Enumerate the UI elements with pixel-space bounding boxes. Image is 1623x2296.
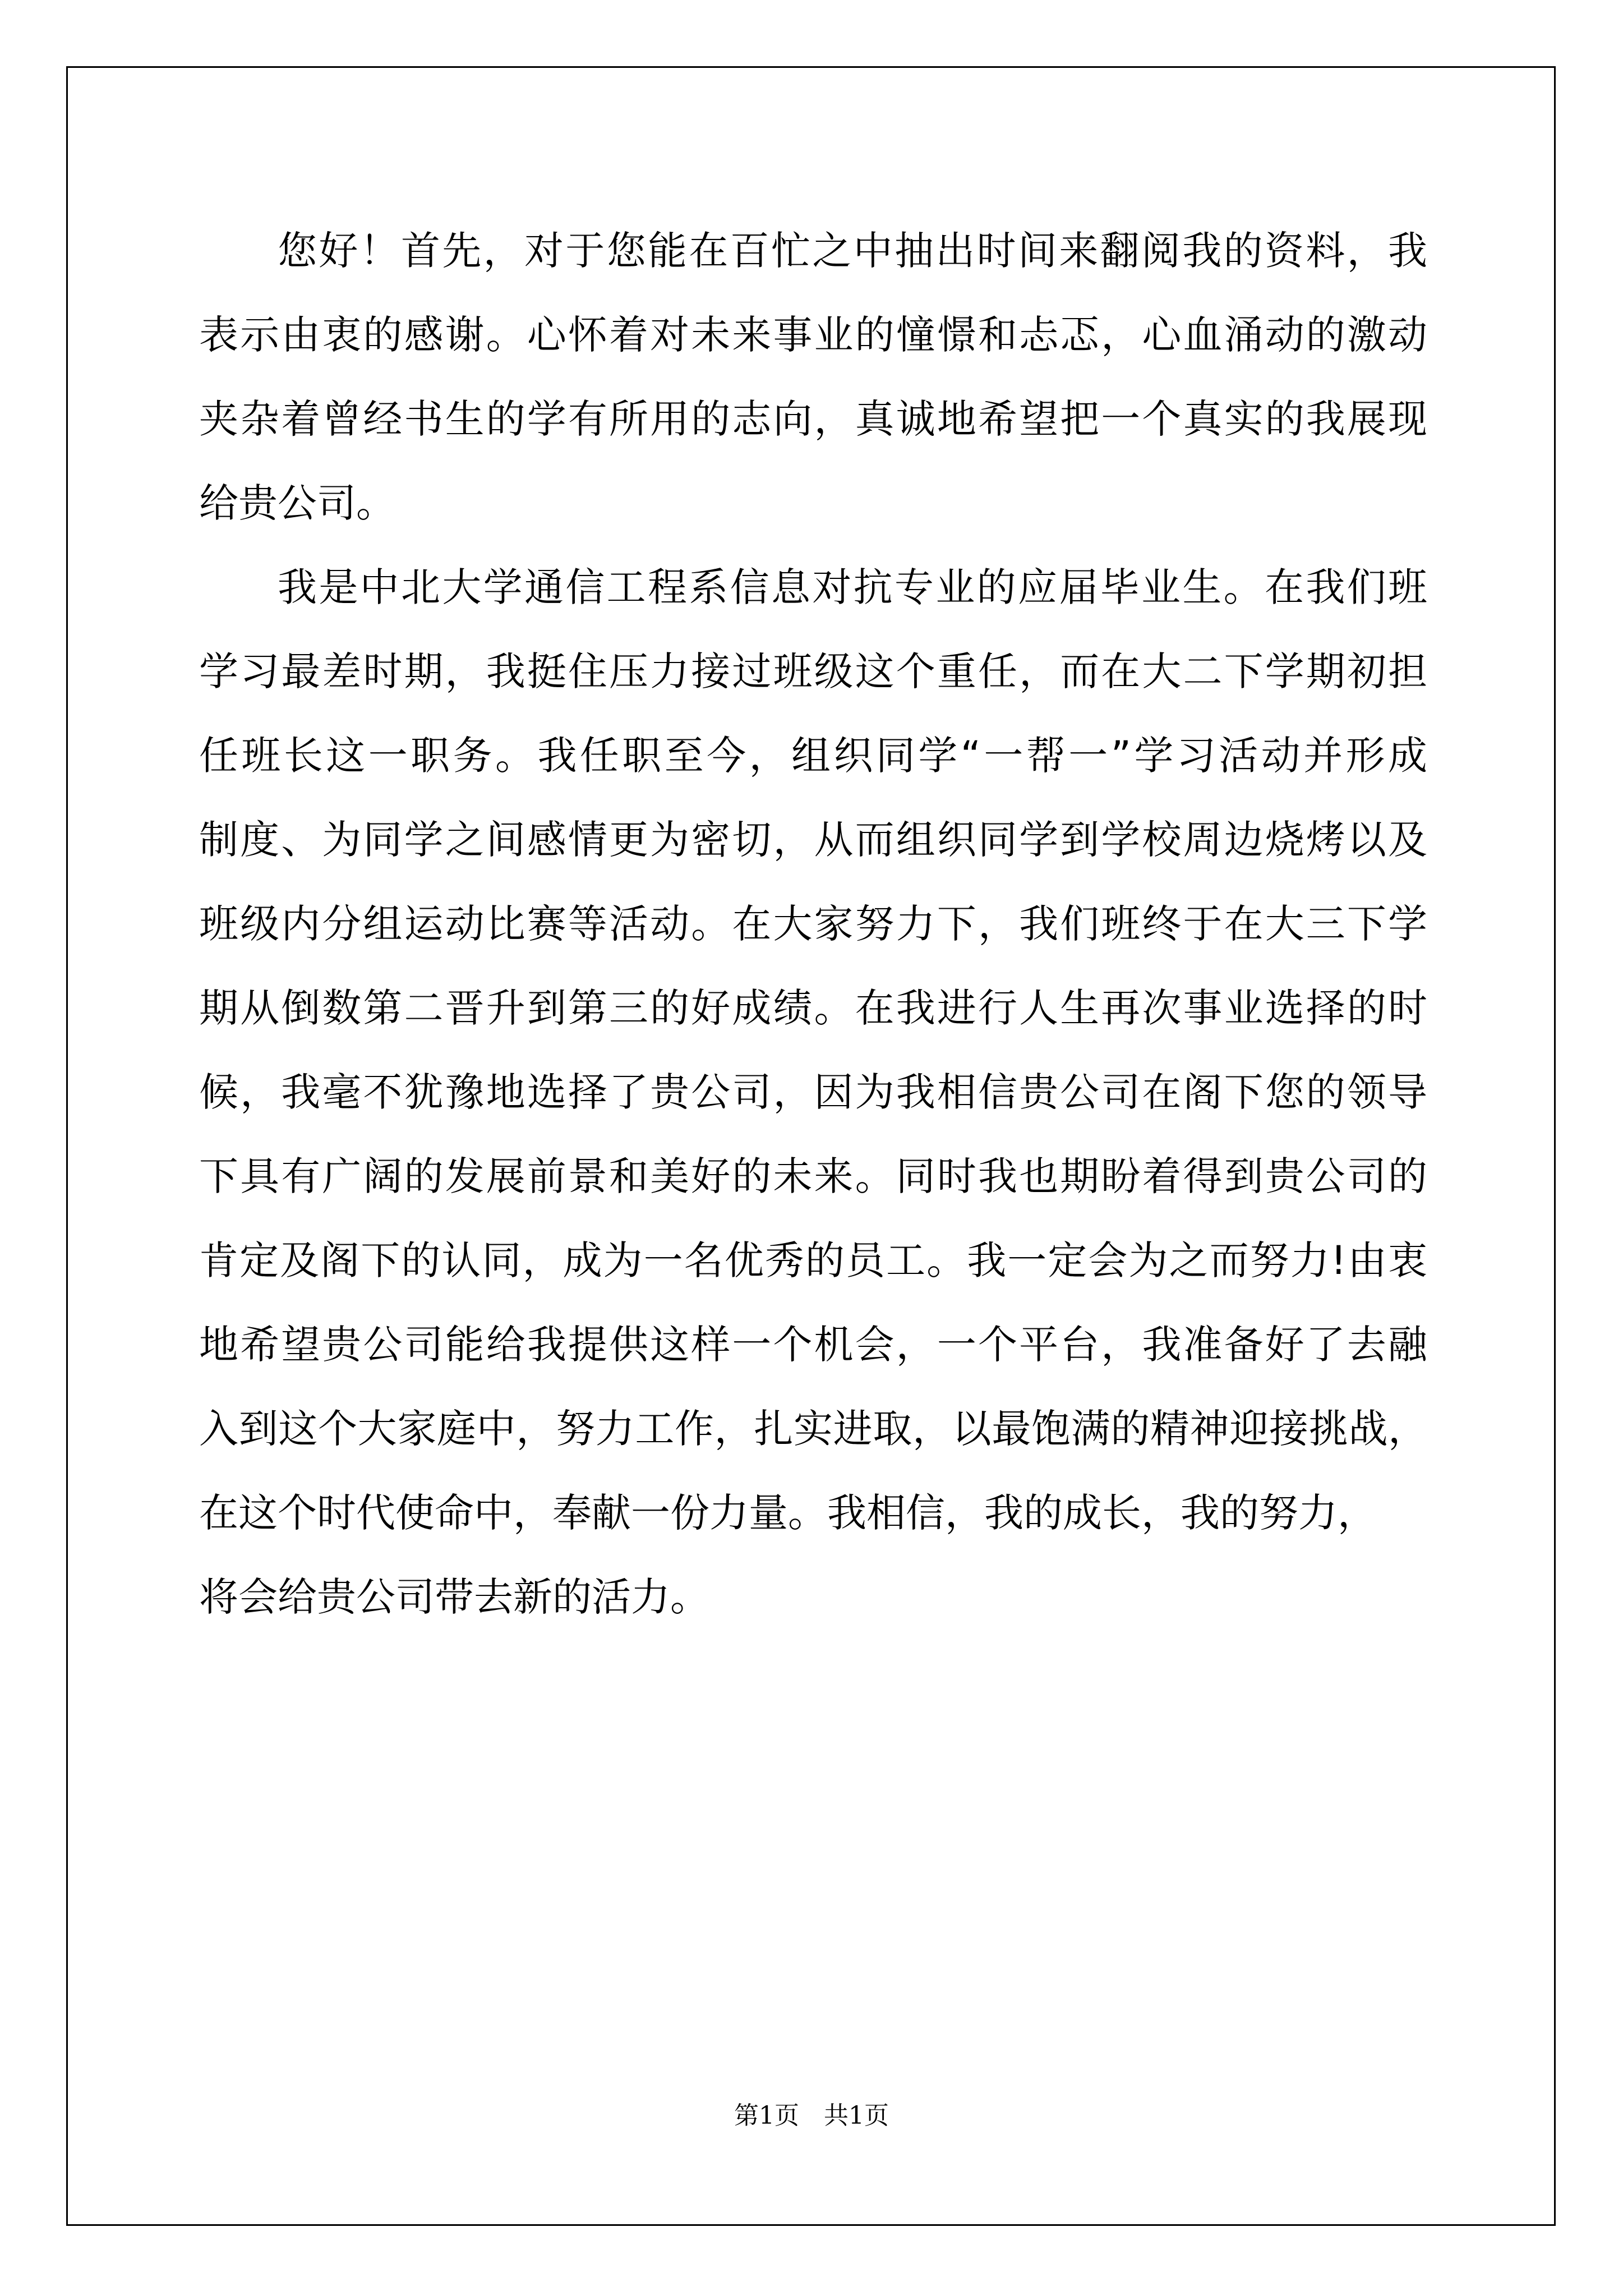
paragraph-line: 期从倒数第二晋升到第三的好成绩。在我进行人生再次事业选择的时: [199, 985, 1427, 1031]
paragraph-line: 班级内分组运动比赛等活动。在大家努力下，我们班终于在大三下学: [199, 901, 1427, 947]
paragraph-line: 夹杂着曾经书生的学有所用的志向，真诚地希望把一个真实的我展现: [199, 396, 1427, 442]
paragraph-line: 入到这个大家庭中，努力工作，扎实进取，以最饱满的精神迎接挑战，: [199, 1406, 1427, 1452]
paragraph-line: 制度、为同学之间感情更为密切，从而组织同学到学校周边烧烤以及: [199, 817, 1427, 863]
paragraph-line: 地希望贵公司能给我提供这样一个机会，一个平台，我准备好了去融: [199, 1322, 1427, 1368]
paragraph-line: 肯定及阁下的认同，成为一名优秀的员工。我一定会为之而努力!由衷: [199, 1237, 1427, 1283]
document-body: [199, 209, 1427, 1639]
paragraph-1: [199, 209, 1427, 545]
paragraph-line: 您好！首先，对于您能在百忙之中抽出时间来翻阅我的资料，我: [278, 228, 1427, 274]
paragraph-line: 表示由衷的感谢。心怀着对未来事业的憧憬和忐忑，心血涌动的激动: [199, 312, 1427, 358]
paragraph-line: 将会给贵公司带去新的活力。: [199, 1574, 709, 1620]
paragraph-line: 学习最差时期，我挺住压力接过班级这个重任，而在大二下学期初担: [199, 648, 1427, 694]
paragraph-line: 候，我毫不犹豫地选择了贵公司，因为我相信贵公司在阁下您的领导: [199, 1069, 1427, 1115]
paragraph-line: 给贵公司。: [199, 480, 395, 526]
paragraph-2: [199, 545, 1427, 1639]
page-footer: 第1页 共1页: [734, 2101, 889, 2130]
paragraph-line: 我是中北大学通信工程系信息对抗专业的应届毕业生。在我们班: [278, 564, 1427, 610]
paragraph-line: 下具有广阔的发展前景和美好的未来。同时我也期盼着得到贵公司的: [199, 1153, 1427, 1199]
paragraph-line: 在这个时代使命中，奉献一份力量。我相信，我的成长，我的努力，: [199, 1490, 1377, 1536]
paragraph-line: 任班长这一职务。我任职至今，组织同学“一帮一”学习活动并形成: [199, 733, 1427, 779]
